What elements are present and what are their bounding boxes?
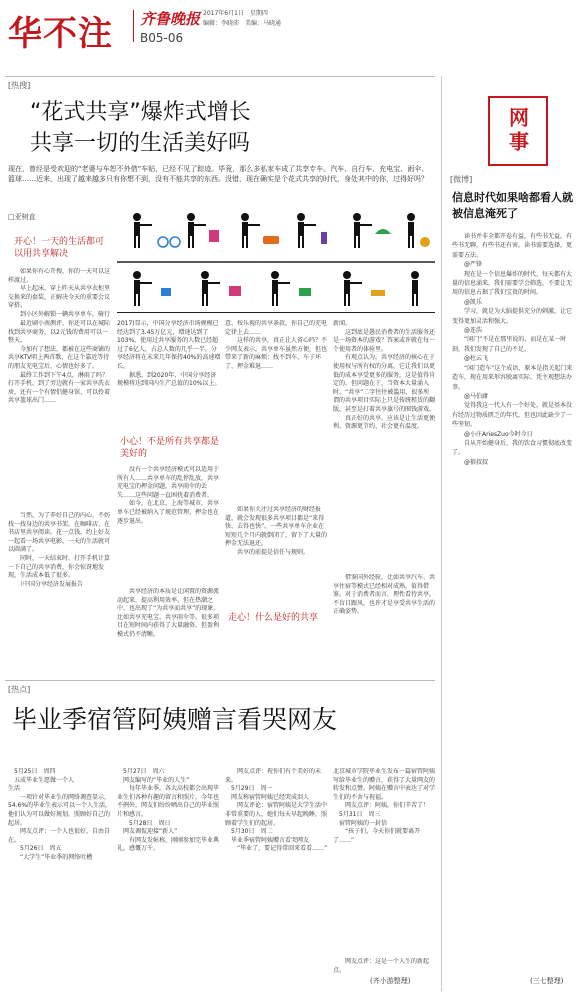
tag-hot-search: [热搜]	[8, 81, 31, 90]
person-umbrella-icon	[353, 213, 372, 248]
a1-col2-bot: 共享经济的本质是让闲置的资源流动起来，提高利用效率。但在热潮之中，也出现了“为共享而共享”的现象。比如共享充电宝、共享雨伞等，很多项目在短时间内获得了大量融资，但盈利模式仍不清晰。	[117, 588, 220, 638]
lead-paragraph: 现在，曾经是受欢迎的“老婆与车恕不外借”车贴，已经不见了踪迹。毕竟，那么多私家车成了共享专车。汽车、自行车、充电宝、雨伞、篮球……近来，出现了越来越多只有你想不到，没有不能共享的东西。没错，现在确实是个花式共享的时代，身处其中的你，过得好吗？	[8, 165, 429, 183]
person-bike-icon	[133, 213, 152, 248]
a1-col3-top: 意、按乐视的共享条款，你自己的充电定律上去…… 这样的共享，真正让人省心吗？不少网友表示，共享单车虽然方便，但也带来了新的麻烦：找不到车、车子坏了、押金难退……	[225, 320, 328, 370]
paper-logo: 齐鲁晚报	[140, 10, 201, 28]
tag-hot-topic: [热点]	[8, 685, 31, 694]
a1-col2-mid: 没有一个共享经济模式可以适用于所有人……共享单车的乱停乱放，共享充电宝的押金问题，共享雨伞的丢失……这些问题一直困扰着消费者。 如今，在北京、上海等城市，共享单车已经被纳入了规范管理，押金也在逐步退出。	[117, 466, 220, 525]
person-car-icon	[241, 213, 260, 248]
subhead-3: 走心！什么是好的共享	[228, 613, 319, 623]
sharing-illustration	[117, 212, 435, 314]
a1-col4-bot: 借鉴国外经验，比如共享汽车、共享住宿等模式已经相对成熟，值得借鉴。对于消费者而言，理性看待共享，不盲目跟风，也许才是享受共享生活的正确姿势。	[333, 574, 435, 616]
a2-col3: 网友点评：祝你们有个美好的未来。 5月29日 周一 网友称宿管阿姨已经哭成泪人 网友评论：宿管阿姨是大学生活中非常重要的人，她们每天早起晚睡，照顾着学生们的起居。 5月30日 周二 毕业季宿管阿姨赠言看哭网友 “毕业了，要记得常回来看看……”	[225, 768, 328, 853]
a2-col1: 5月25日 周四 五成毕业生愿做一个人 生活 一项针对毕业生的网络调查显示，54.6%的毕业生表示可以一个人生活，他们认为可以做好规划，照顾好自己的起居。 网友点评：一个人也很好，自由自在。 5月26日 周五 “大学生”毕业季的网络吐槽	[8, 768, 112, 861]
a2-credit: (齐小游整理)	[370, 977, 411, 985]
headline-1: “花式共享”爆炸式增长	[30, 100, 251, 125]
subhead-1: 开心！一天的生活都可以用共享解决	[14, 237, 105, 259]
tag-weibo: [微博]	[450, 175, 473, 184]
a1-col4-top: 新闻。 这到底是愚民消费者的生活服务还是一场资本的游戏？答案或许就在每一个使用者的体验里。 有观点认为，共享经济的核心在于使用权与所有权的分离，它让我们以更低的成本享受更多的服务，这是值得肯定的。但问题在于，当资本大量涌入时，“共享”二字往往被滥用，很多所谓的共享项目实际上只是传统租赁的翻版，甚至是打着共享旗号的圈钱游戏。 真正好的共享，应该是让生活更便利、资源更节约、社会更有温度。	[333, 320, 435, 431]
person-ball-icon	[407, 213, 415, 248]
byline-author: 亚树直	[14, 213, 36, 221]
page-number: B05-06	[140, 31, 184, 45]
person-shoe-icon	[343, 271, 362, 306]
sidebar-headline: 信息时代如果啥都看人就被信息淹死了	[452, 191, 573, 220]
issue-date: 2017年6月1日 星期四	[203, 10, 268, 17]
wangshi-logo-text: 网事	[505, 107, 530, 155]
editor-credits: 编辑：李晓沛 美编：马晓通	[203, 20, 282, 27]
person-bag-icon	[271, 271, 290, 306]
subhead-2: 小心！不是所有共享都是美好的	[120, 437, 220, 459]
person-book-icon	[201, 271, 220, 306]
sidebar-credit: (三七整理)	[530, 977, 564, 985]
row-bottom	[133, 271, 419, 306]
a1-col2-top: 2017)显示，中国分享经济市场规模已经达到了3.45万亿元，增速达到了103%，使用过共享服务的人数已经超过了6亿人，占总人数的几乎一半。分享经济将在未来几年保持40%的高速增长。 据悉，到2020年，中国分享经济规模将达到国内生产总值的10%以上。	[117, 320, 221, 388]
person-shirt-icon	[187, 213, 206, 248]
tag-weibo-label: 微博	[453, 175, 470, 184]
a2-col4-end: 网友点评：这是一个人生的新起点。	[333, 958, 430, 974]
a1-col3-bot: 如果你关注过共享经济的财经报道，就会发现很多共享项目都是“来得快、去得也快”。一些共享单车企业在短短几个月内就倒闭了，留下了大量的押金无法退还。 共享的前提是信任与规则。	[225, 506, 328, 556]
byline: □亚树直	[8, 213, 36, 221]
a1-col1-mid: 最近刷小南测评，你还可以在城际找到共享商务，以2元钱的费用可以一整天。 今加有了想法，都被在这些商铺的共享KTV唱上两首歌，在这个靠近等待的朋友充电宝后，心情也好多了。 最终工作到下午4点，淋雨了吗？打开手机，到了旁边就有一家共享洗衣房，还有一个有情侣健身馆、可以拎着共享篮球出门……	[8, 320, 111, 405]
a1-col1-top: 如果你有心开搜，你的一天可以这样渡过。 早上起床，穿上昨天从共享衣柜里交换来的套装，正解决今天的重要会议穿搭。 到小区外解锁一辆共享单车，骑行	[8, 268, 111, 318]
sidebar-body: 读书并非全都开卷有益，有些书无益，有些书无聊，有些书还有害。读书需要选择，更需要方法。 @严锋 现在是一个信息爆炸的时代，每天都有大量的信息涌来，我们需要学会筛选，不要让无用的信息占据了我们宝贵的时间。 @凯乐 学习，就是为大脑提供充分的刺激，让它变得更加灵活和强大。 @连浩 “闲门”不是在那里说的，而是在某一时刻，我们发现了自己的不足。 @杜云飞 “闲门造车”这个成语，原本是指关起门来造车，现在用来形容脱离实际、凭主观想法办事。 @马伯庸 觉得我这一代人有一个好处，就是基本没有经历过物质匮乏的年代，但也因此缺少了一些坚韧。 @小庄AriesZuo今时今日 自从开始健身后，我的饮食习惯彻底改变了。 @狼叔叔	[452, 233, 573, 466]
a2-col2: 5月27日 周六 网友编写的“毕业的人生” 每年毕业季，各大高校都会出现毕业生们各种有趣的留言和照片，今年也不例外，网友们纷纷晒出自己的毕业照片和感言。 5月28日 周日 网友调侃迎接“新人” 有网友发帖称，刚刚参加完毕业典礼，感慨万千。	[117, 768, 220, 853]
masthead	[0, 0, 580, 52]
a1-col1-bot: 当然，为了养好自己的内心，不妨找一找身边的共享书架，在咖啡店、在书店里共享阅读。花一点钱，约上好友一起看一场共享电影，一天的生活就可以圆满了。 同时，一天结束时，打开手机计算一下自己的共享消费，你会惊讶地发现，生活成本低了很多。 （中国分享经济发展报告	[8, 512, 111, 588]
headline-2: 共享一切的生活美好吗	[30, 131, 251, 156]
person-phone-icon	[133, 271, 152, 306]
brand-title: 华不注	[8, 14, 113, 54]
a2-col4: 北京城市学院毕业生发布一篇宿管阿姨写给毕业生的赠言，获得了大量网友的转发和点赞。阿姨在赠言中表达了对学生们的不舍与祝福。 网友点评：阿姨，你们辛苦了！ 5月31日 周三 宿管阿姨的一封信 “孩子们，今天你们就要离开了……”	[333, 768, 435, 844]
person-charger-icon	[297, 213, 316, 248]
headline-graduation: 毕业季宿管阿姨赠言看哭网友	[12, 705, 338, 734]
tag-hot-topic-label: 热点	[11, 685, 28, 694]
wangshi-logo	[488, 96, 548, 166]
tag-hot-search-label: 热搜	[11, 81, 28, 90]
